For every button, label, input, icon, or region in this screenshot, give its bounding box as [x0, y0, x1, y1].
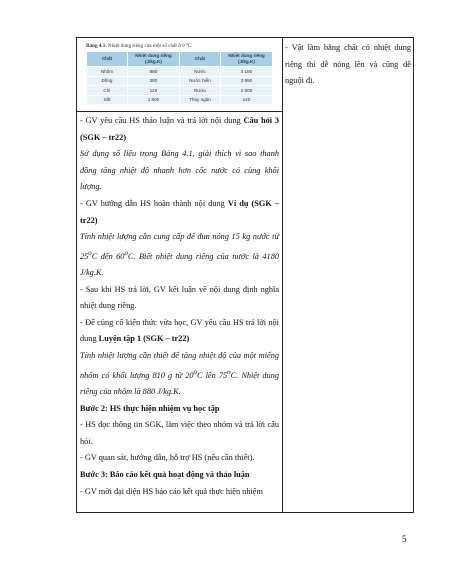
step-2-text-1: - HS đọc thông tin SGK, làm việc theo nhóm và trả lời câu hỏi. [80, 420, 279, 446]
step-3-heading: Bước 3: Báo cáo kết quả hoạt động và thảo luận [80, 470, 250, 479]
table-caption [86, 43, 273, 50]
outcome-text: - Vật làm bằng chất có nhiệt dung riêng thì dễ nóng lên và cũng dễ nguội đi. [285, 43, 411, 85]
specific-heat-table-figure [86, 43, 273, 105]
table-cell: 380 [127, 76, 179, 86]
task-practice-1: - Để củng cố kiến thức vừa học, GV yêu cầu HS trả lời nội dung Luyện tập 1 (SGK – tr22) [80, 317, 279, 344]
header-specific-heat-2: Nhiệt dung riêng (J/kg.K) [220, 52, 272, 67]
table-row [87, 95, 273, 105]
table-cell: 880 [127, 67, 179, 77]
table-cell: Sắt [87, 95, 128, 105]
header-specific-heat-1: Nhiệt dung riêng (J/kg.K) [127, 52, 179, 67]
table-cell: Chì [87, 86, 128, 96]
table-cell: Đồng [87, 76, 128, 86]
table-cell: 2 500 [220, 86, 272, 96]
table-row [87, 67, 273, 77]
table-cell: 1 800 [127, 95, 179, 105]
table-cell: 140 [220, 95, 272, 105]
table-cell: Nhôm [87, 67, 128, 77]
column-divider [282, 38, 283, 512]
header-substance-2: Chất [179, 52, 220, 67]
table-cell: Nước [179, 67, 220, 77]
table-cell: 4 180 [220, 67, 272, 77]
table-caption-text: Nhiệt dung riêng của một số chất ở 0 °C [107, 43, 192, 49]
question-3-text: Sử dụng số liệu trong Bảng 4.1, giải thích vì sao thanh đồng tăng nhiệt độ nhanh hơn cốc nước có cùng khối lượng. [80, 149, 279, 192]
step-2-heading: Bước 2: HS thực hiện nhiệm vụ học tập [80, 403, 220, 413]
table-header-row [87, 52, 273, 67]
task-example: - GV hướng dẫn HS hoàn thành nội dung Ví dụ (SGK – tr22) [80, 198, 279, 225]
table-row [87, 86, 273, 96]
task-question-3: - GV yêu cầu HS thảo luận và trả lời nội dung Câu hỏi 3 (SGK – tr22) [80, 116, 279, 142]
table-cell: Thủy ngân [179, 95, 220, 105]
activity-text [80, 112, 279, 500]
lesson-table [76, 37, 414, 513]
expected-outcome-column [285, 40, 411, 90]
table-cell: 3 950 [220, 76, 272, 86]
page-number: 5 [402, 534, 407, 544]
table-cell: Rượu [179, 86, 220, 96]
step-2-text-2: - GV quan sát, hướng dẫn, hỗ trợ HS (nếu cần thiết). [80, 453, 255, 463]
step-3-text: - GV mời đại diện HS báo cáo kết quả thực hiện nhiệm [80, 486, 263, 496]
example-text: Tính nhiệt lượng cần cung cấp để đun nóng 15 kg nước từ 25$^o$C đến 60$^o$C. Biết nhiệt dung riêng của nước là 4180 J/kg.K. [80, 232, 279, 278]
table-cell: Nước biển [179, 76, 220, 86]
header-substance-1: Chất [87, 52, 128, 67]
practice-1-text: Tính nhiệt lượng cần thiết để tăng nhiệt độ của một miếng nhôm có khối lượng 810 g từ 20$^o$C lên 75$^o$C. Nhiệt dung riêng của nhôm là 880 J/kg.K. [80, 351, 279, 397]
specific-heat-table [86, 51, 273, 105]
conclusion-text: - Sau khi HS trả lời, GV kết luận về nội dung định nghĩa nhiệt dung riêng. [80, 284, 279, 311]
table-row [87, 76, 273, 86]
table-caption-label: Bảng 4.1. [86, 43, 107, 49]
teacher-activity-column [80, 40, 279, 500]
table-cell: 126 [127, 86, 179, 96]
